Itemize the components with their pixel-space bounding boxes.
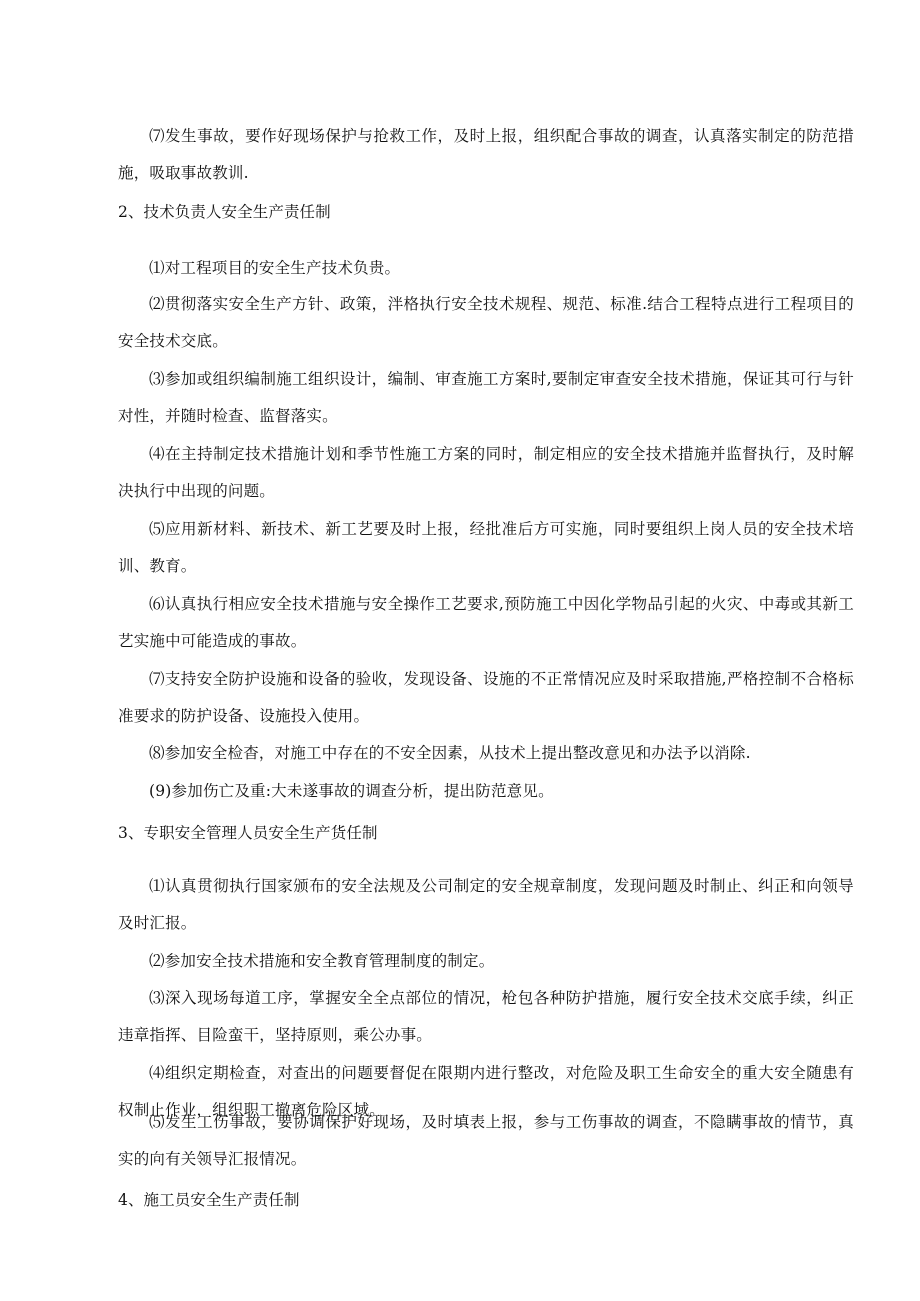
paragraph-officer-item-4: ⑷组织定期检查，对查出的问题要督促在限期内进行整改，对危险及职工生命安全的重大安全随患有权制止作业，组织职工撤离危险区域。 [118, 1064, 854, 1119]
paragraph-item-6: ⑹认真执行相应安全技术措施与安全操作工艺要求,预防施工中因化学物品引起的火灾、中毒或其新工艺实施中可能造成的事故。 [118, 595, 854, 650]
paragraph-officer-item-2: ⑵参加安全技术措施和安全教育管理制度的制定。 [149, 952, 495, 970]
paragraph-item-2: ⑵贯彻落实安全生产方针、政策，泮格执行安全技术规程、规范、标准.结合工程特点进行工程项目的安全技术交底。 [118, 295, 854, 350]
paragraph-item-3: ⑶参加或组织编制施工组织设计，编制、审查施工方案时,要制定审查安全技术措施，保证其可行与针对性，并随时检查、监督落实。 [118, 370, 854, 425]
paragraph-officer-item-5: ⑸发生工伤事故，要协调保护好现场，及时填表上报，参与工伤事故的调查，不隐瞒事故的情节，真实的向有关领导汇报情况。 [118, 1113, 854, 1168]
paragraph-officer-item-1: ⑴认真贯彻执行国家颁布的安全法规及公司制定的安全规章制度，发现问题及时制止、纠正和向领导及时汇报。 [118, 877, 854, 932]
paragraph-item-1: ⑴对工程项目的安全生产技术负贵。 [149, 259, 401, 277]
paragraph-officer-item-3: ⑶深入现场每道工序，掌握安全全点部位的情况，枪包各种防护措施，履行安全技术交底手续，纠正违章指挥、目险蛮干，坚持原则，乘公办事。 [118, 989, 854, 1044]
section-heading-technical-lead: 2、技术负责人安全生产责任制 [118, 203, 331, 221]
section-heading-construction-worker: 4、施工员安全生产责任制 [118, 1191, 300, 1209]
paragraph-item-5: ⑸应用新材料、新技术、新工艺要及时上报，经批准后方可实施，同时要组织上岗人员的安全技术培训、教育。 [118, 520, 854, 575]
paragraph-item-7-accident: ⑺发生事故，要作好现场保护与抢救工作，及时上报，组织配合事故的调查，认真落实制定的防范措施，吸取事故教训. [118, 127, 854, 182]
paragraph-item-8: ⑻参加安全检杳，对施工中存在的不安全因素，从技术上提出整改意见和办法予以消除. [149, 744, 751, 762]
section-heading-safety-officer: 3、专职安全管理人员安全生产货任制 [118, 824, 378, 842]
paragraph-item-9: (9)参加伤亡及重:大未遂事故的调查分析，提出防范意见。 [149, 782, 554, 800]
paragraph-item-4: ⑷在主持制定技术措施计划和季节性施工方案的同时，制定相应的安全技术措施并监督执行，及时解决执行中出现的问题。 [118, 445, 854, 500]
paragraph-item-7: ⑺支持安全防护设施和设备的验收，发现设备、设施的不正常情况应及时采取措施,严格控制不合格标准要求的防护设备、设施投入使用。 [118, 670, 854, 725]
